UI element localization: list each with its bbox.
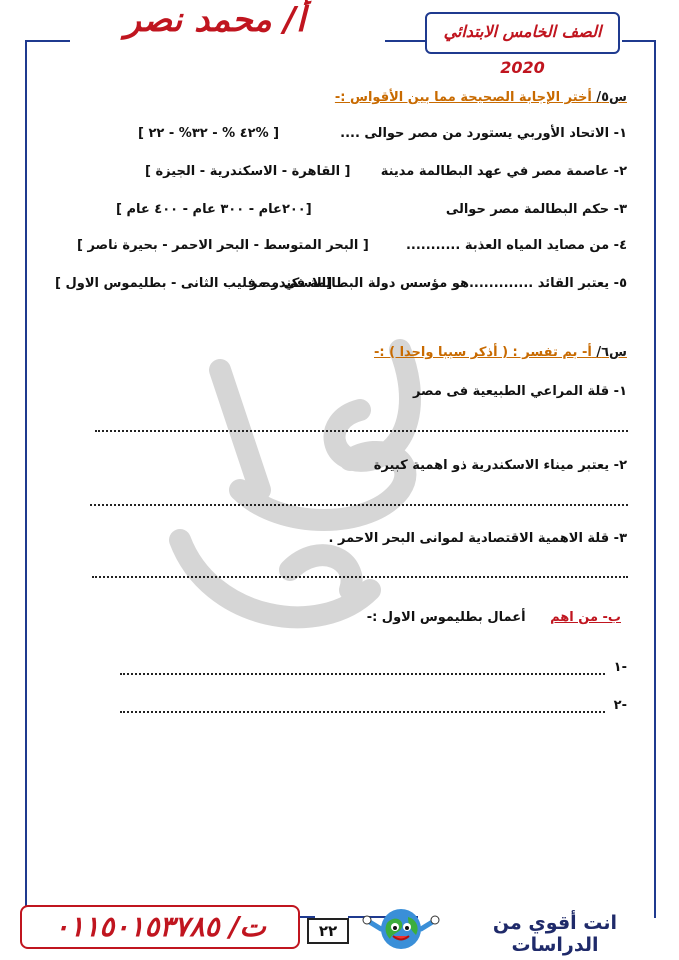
answer-line-2 [90, 504, 628, 506]
footer-slogan: انت أقوي من الدراسات [492, 912, 618, 956]
frame-right [654, 40, 656, 918]
q5-text: ٥- يعتبر القائد .............هو مؤسس دولة البطالمة في مصر [250, 276, 627, 291]
explain-item-2: ٢- يعتبر ميناء الاسكندرية ذو اهمية كبيرة [373, 458, 627, 473]
answer-line-3 [92, 576, 628, 578]
section5-title: أختر الإجابة الصحيحة مما بين الأقواس :- [334, 90, 592, 105]
section6-number: س٦/ [596, 345, 627, 360]
q1-options: [ ٤٢ % - ٣٢% - ٢٢% ] [138, 126, 280, 141]
phone-box [20, 905, 300, 949]
section5-heading [335, 90, 627, 105]
phone-number: ت/ ٠١١٥٠١٥٣٧٨٥ [54, 910, 266, 943]
page-number: ٢٢ [318, 922, 338, 940]
part-b-item-2: ٢- [613, 698, 627, 713]
section5-number: س٥/ [596, 90, 627, 105]
part-b-line-1 [120, 673, 605, 675]
q3-options: [٢٠٠عام - ٣٠٠ عام - ٤٠٠ عام ] [116, 202, 312, 217]
frame-top [622, 40, 656, 42]
section6-heading [374, 345, 627, 360]
teacher-name: أ/ محمد نصر [124, 0, 306, 40]
grade-box [425, 12, 620, 77]
q3-text: ٣- حكم البطالمة مصر حوالى [445, 202, 627, 217]
q2-options: [ القاهرة - الاسكندرية - الجيزة ] [145, 164, 351, 179]
q5-options: [الاسكندر – فليب الثانى - بطليموس الاول ] [55, 276, 333, 291]
q4-options: [ البحر المتوسط - البحر الاحمر - بحيرة ناصر ] [77, 238, 369, 253]
page-number-box [307, 918, 349, 944]
section6-title: أ- بم تفسر : ( أذكر سببا واحدا ) :- [374, 345, 592, 360]
globe-mascot-icon [362, 905, 440, 953]
q4-text: ٤- من مصايد المياه العذبة ........... [405, 238, 627, 253]
answer-line-1 [95, 430, 628, 432]
part-b-heading [367, 610, 627, 625]
part-b-item-1: ١- [613, 660, 627, 675]
grade-label: الصف الخامس الابتدائي 2020 [443, 22, 602, 77]
part-b-label: ب- من اهم [550, 610, 621, 625]
q1-text: ١- الاتحاد الأوربي يستورد من مصر حوالى .... [340, 126, 627, 141]
q2-text: ٢- عاصمة مصر في عهد البطالمة مدينة [380, 164, 627, 179]
explain-item-3: ٣- قلة الاهمية الاقتصادية لموانى البحر الاحمر . [328, 531, 627, 546]
part-b-line-2 [120, 711, 605, 713]
explain-item-1: ١- قلة المراعي الطبيعية فى مصر [412, 384, 627, 399]
frame-left [25, 40, 27, 918]
frame-top [385, 40, 425, 42]
part-b-text: أعمال بطليموس الاول :- [366, 610, 526, 625]
